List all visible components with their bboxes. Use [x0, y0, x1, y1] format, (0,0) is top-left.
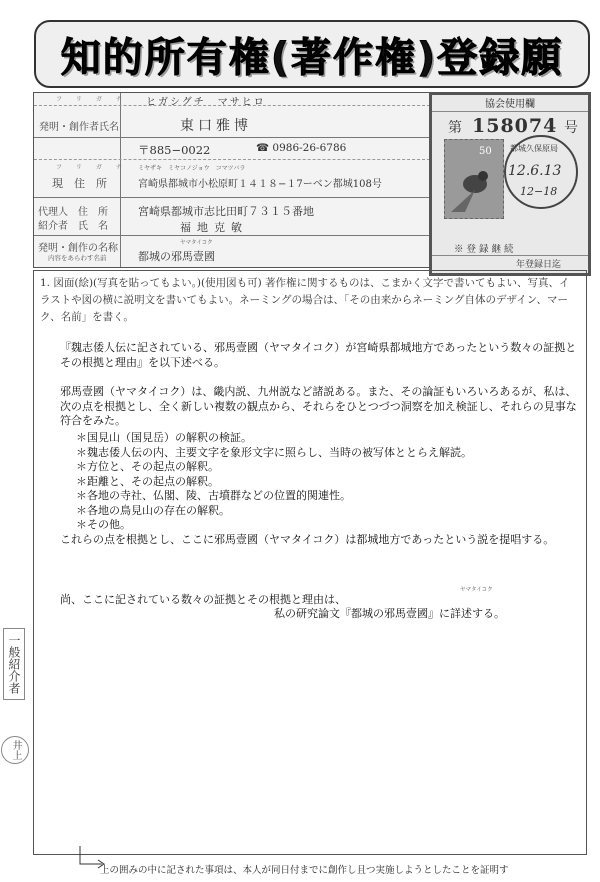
postmark — [504, 135, 578, 209]
agent-name-label: 氏 名 — [78, 221, 108, 232]
postmark-time: 12−18 — [520, 185, 558, 198]
list-item: ＊方位と、その起点の解釈。 — [76, 460, 219, 473]
postmark-date: 12.6.13 — [508, 163, 562, 179]
list-item: ＊魏志倭人伝の内、主要文字を象形文字に照らし、当時の被写体ととらえ解読。 — [76, 445, 472, 459]
document-title — [34, 20, 590, 88]
phone-number: ☎ 0986-26-6786 — [256, 142, 347, 154]
list-item: ＊距離と、その起点の解釈。 — [76, 474, 219, 488]
paragraph-2: これらの点を根拠とし、ここに邪馬壹國（ヤマタイコク）は都城地方であったという説を提唱する。 — [60, 533, 555, 546]
agent-name: 福地克敏 — [180, 221, 248, 234]
address-label: 現 住 所 — [52, 177, 107, 190]
agent-address: 宮崎県都城市志比田町７３１５番地 — [138, 205, 314, 218]
list-item: ＊国見山（国見岳）の解釈の検証。 — [76, 431, 252, 444]
paragraph-1: 邪馬壹國（ヤマタイコク）は、畿内説、九州説など諸説ある。また、その論証もいろいろあるが、私は、次の点を根拠とし、全く新しい複数の観点から、それらをひとつづつ洞察を加え検証し、それらの見事な符合をみた。 — [60, 385, 577, 427]
closing-kana: ヤマタイコク — [460, 587, 493, 593]
furigana-label: フ リ ガ ナ — [56, 96, 128, 103]
address-kana: ミヤザキ ミヤコノジョウ コマツバラ — [138, 165, 246, 172]
work-kana: ヤマタイコク — [180, 240, 213, 246]
main-claim: 『魏志倭人伝に記されている、邪馬壹國（ヤマタイコク）が宮崎県都城地方であったという数々の証拠とその根拠と理由』を以下述べる。 — [60, 341, 577, 369]
postal-code: 〒885−0022 — [138, 143, 211, 157]
inventor-name: 東口雅博 — [180, 118, 252, 134]
bird-icon — [445, 156, 501, 216]
inventor-label: 発明・創作者氏名 — [39, 122, 119, 133]
agent-label: 代理人 — [38, 207, 68, 218]
registration-form — [33, 92, 431, 268]
stamp-value: 50 — [479, 146, 492, 157]
list-item: ＊その他。 — [76, 518, 131, 531]
inventor-kana: ヒガシグチ マサヒロ — [146, 97, 266, 108]
agent-address-label: 住 所 — [78, 207, 108, 218]
instructions: 1. 図面(絵)(写真を貼ってもよい。)(使用図も可) 著作権に関するものは、こまかく文字で書いてもよい、写真、イラストや図の横に説明文を書いてもよい。ネーミングの場合は、「その由来からネーミング自体のデザイン、マーク、名前」を書く。 — [40, 277, 570, 323]
work-label: 発明・創作の名称 — [38, 243, 118, 254]
address-furigana-label: フ リ ガ ナ — [56, 164, 128, 171]
closing-line-1: 尚、ここに記されている数々の証拠とその根拠と理由は、 — [60, 593, 346, 606]
association-header: 協会使用欄 — [432, 95, 588, 112]
postage-stamp — [444, 139, 504, 219]
bullet-list — [76, 431, 596, 533]
certification-footer: 上の囲みの中に記された事項は、本人が同日付までに創作し且つ実施しようとしたことを証明す — [100, 865, 509, 876]
registration-number: 158074 — [472, 115, 558, 137]
general-introducer-label: 一般紹介者 — [3, 628, 25, 700]
seal-stamp: 井上 — [1, 736, 29, 764]
address: 宮崎県都城市小松原町１４１８−１7ーベン都城108号 — [138, 179, 382, 190]
year-date-label: 年登録日迄 — [516, 260, 562, 270]
list-item: ＊各地の鳥見山の存在の解釈。 — [76, 503, 230, 517]
drawing-area — [33, 270, 587, 855]
registration-continue-label: ※登録継続 — [454, 244, 517, 255]
work-name: 都城の邪馬壹國 — [138, 250, 215, 263]
number-suffix: 号 — [564, 120, 578, 136]
list-item: ＊各地の寺社、仏閣、陵、古墳群などの位置的関連性。 — [76, 489, 351, 502]
number-prefix: 第 — [448, 120, 462, 136]
work-sublabel: 内容をあらわす名前 — [48, 254, 107, 262]
association-box — [429, 92, 591, 276]
introducer-label: 紹介者 — [38, 221, 68, 232]
postmark-office: 都城久保原局 — [510, 144, 558, 153]
closing-line-2: 私の研究論文『都城の邪馬壹國』に詳述する。 — [274, 607, 505, 620]
title-text: 知的所有権(著作権)登録願 — [60, 34, 564, 81]
